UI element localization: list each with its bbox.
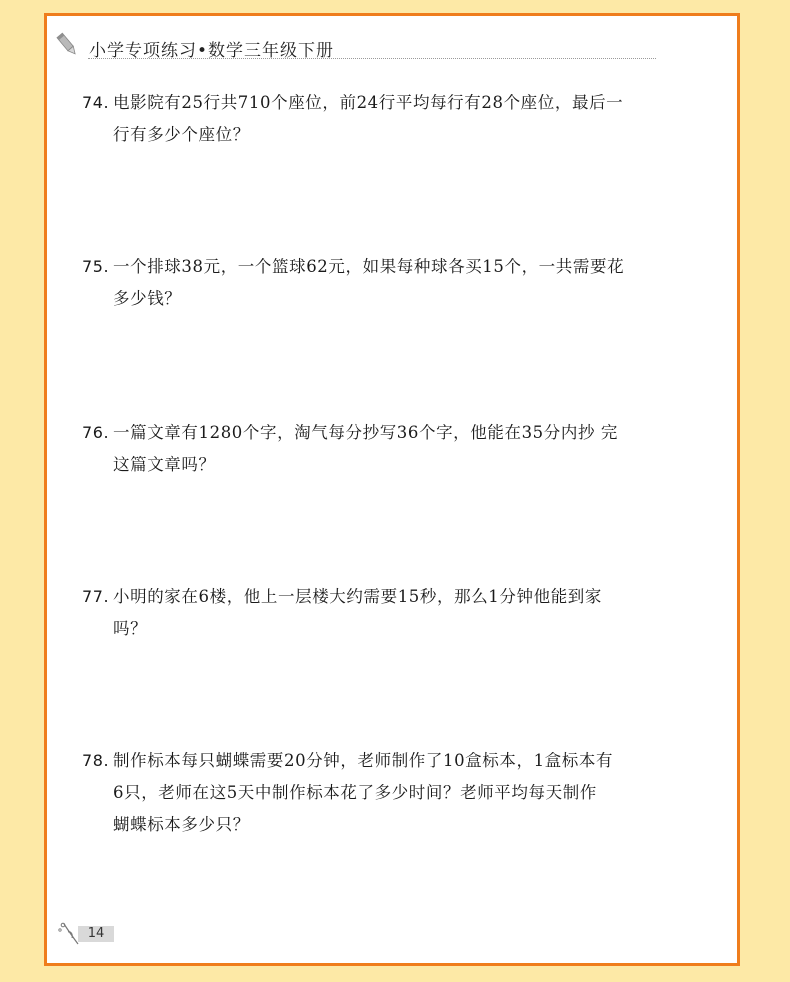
- question-text-line: 电影院有25行共710个座位，前24行平均每行有28个座位，最后一: [113, 93, 624, 112]
- question-number: 78.: [82, 751, 110, 770]
- header-divider: [88, 58, 656, 59]
- question-text-line: 行有多少个座位？: [113, 125, 250, 144]
- question-number: 76.: [82, 423, 110, 442]
- question-number: 75.: [82, 257, 110, 276]
- question-77: [82, 581, 662, 645]
- question-76: [82, 417, 662, 481]
- question-text-line: 一个排球38元，一个篮球62元，如果每种球各买15个，一共需要花: [113, 257, 625, 276]
- question-number: 74.: [82, 93, 110, 112]
- question-text-line: 小明的家在6楼，他上一层楼大约需要15秒，那么1分钟他能到家: [113, 587, 602, 606]
- question-text-line: 吗？: [113, 619, 148, 638]
- question-number: 77.: [82, 587, 110, 606]
- question-74: [82, 87, 662, 151]
- question-text-line: 这篇文章吗？: [113, 455, 216, 474]
- header-title-main: 小学专项练习: [89, 41, 197, 61]
- question-text-line: 一篇文章有1280个字，淘气每分抄写36个字，他能在35分内抄 完: [113, 423, 619, 442]
- header-separator: •: [197, 41, 209, 61]
- page-number: 14: [78, 926, 114, 942]
- pencil-icon: [55, 32, 79, 58]
- question-75: [82, 251, 662, 315]
- question-78: [82, 745, 662, 841]
- question-text-line: 多少钱？: [113, 289, 182, 308]
- header-subtitle: 数学三年级下册: [208, 41, 335, 61]
- question-text-line: 蝴蝶标本多少只？: [113, 815, 250, 834]
- question-text-line: 6只，老师在这5天中制作标本花了多少时间？老师平均每天制作: [113, 783, 597, 802]
- question-text-line: 制作标本每只蝴蝶需要20分钟，老师制作了10盒标本，1盒标本有: [113, 751, 614, 770]
- page-footer: [58, 920, 128, 950]
